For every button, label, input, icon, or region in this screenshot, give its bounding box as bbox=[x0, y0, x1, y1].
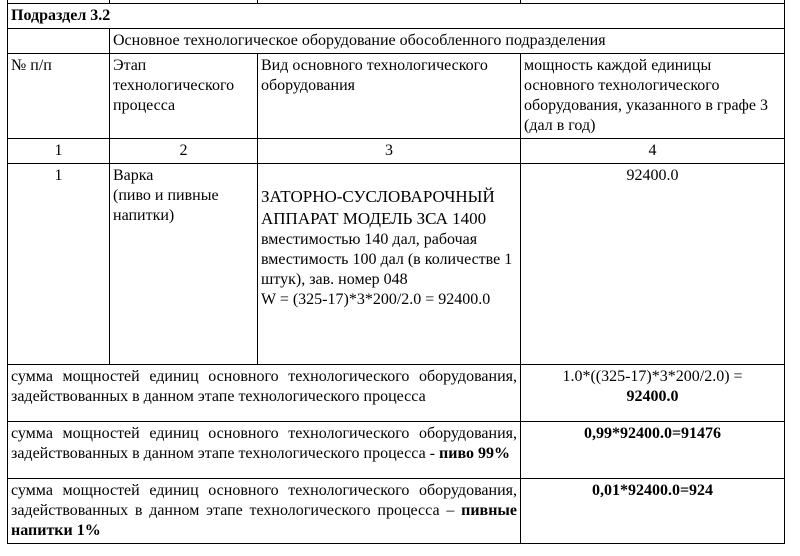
subsection-row bbox=[8, 4, 785, 29]
blank-cell bbox=[8, 29, 110, 54]
equipment-row bbox=[8, 164, 785, 365]
capacity-value: 92400.0 bbox=[521, 164, 785, 365]
stage-cell bbox=[110, 164, 258, 365]
summary-row-beer-drinks bbox=[8, 479, 785, 544]
column-number: 3 bbox=[258, 139, 521, 164]
summary-value bbox=[521, 422, 785, 479]
header-equipment: Вид основного технологического оборудования bbox=[258, 54, 521, 139]
summary-result: 0,01*92400.0=924 bbox=[591, 482, 714, 499]
column-number-row bbox=[8, 139, 785, 164]
equipment-table bbox=[7, 0, 785, 544]
column-number: 4 bbox=[521, 139, 785, 164]
summary-value bbox=[521, 365, 785, 422]
header-row bbox=[8, 54, 785, 139]
summary-value bbox=[521, 479, 785, 544]
stage-name: Варка bbox=[113, 167, 154, 184]
summary-label: сумма мощностей единиц основного технологического оборудования, задействованных в данном этапе технологического процесса bbox=[8, 365, 521, 422]
equipment-name: ЗАТОРНО-СУСЛОВАРОЧНЫЙ АППАРАТ МОДЕЛЬ ЗСА 1400 bbox=[261, 187, 495, 228]
column-number: 1 bbox=[8, 139, 110, 164]
summary-result: 0,99*92400.0=91476 bbox=[583, 425, 722, 442]
summary-row-total bbox=[8, 365, 785, 422]
row-number: 1 bbox=[8, 164, 110, 365]
summary-row-beer bbox=[8, 422, 785, 479]
header-stage: Этап технологического процесса bbox=[110, 54, 258, 139]
equipment-description: вместимостью 140 дал, рабочая вместимость 100 дал (в количестве 1 штук), зав. номер 048 bbox=[261, 231, 513, 288]
header-num: № п/п bbox=[8, 54, 110, 139]
caption-row bbox=[8, 29, 785, 54]
table-caption: Основное технологическое оборудование обособленного подразделения bbox=[110, 29, 785, 54]
column-number: 2 bbox=[110, 139, 258, 164]
subsection-title: Подраздел 3.2 bbox=[8, 4, 785, 29]
summary-label: сумма мощностей единиц основного технологического оборудования, задействованных в данном этапе технологического процесса - пиво 99% bbox=[8, 422, 521, 479]
summary-label: сумма мощностей единиц основного технологического оборудования, задействованных в данном этапе технологического процесса – пивные напитки 1% bbox=[8, 479, 521, 544]
stage-detail: (пиво и пивные напитки) bbox=[113, 187, 219, 224]
summary-formula: 1.0*((325-17)*3*200/2.0) = bbox=[562, 368, 743, 385]
equipment-cell bbox=[258, 164, 521, 365]
header-capacity: мощность каждой единицы основного технологического оборудования, указанного в графе 3 (дал в год) bbox=[521, 54, 785, 139]
capacity-formula: W = (325-17)*3*200/2.0 = 92400.0 bbox=[261, 291, 491, 308]
summary-result: 92400.0 bbox=[626, 388, 679, 405]
